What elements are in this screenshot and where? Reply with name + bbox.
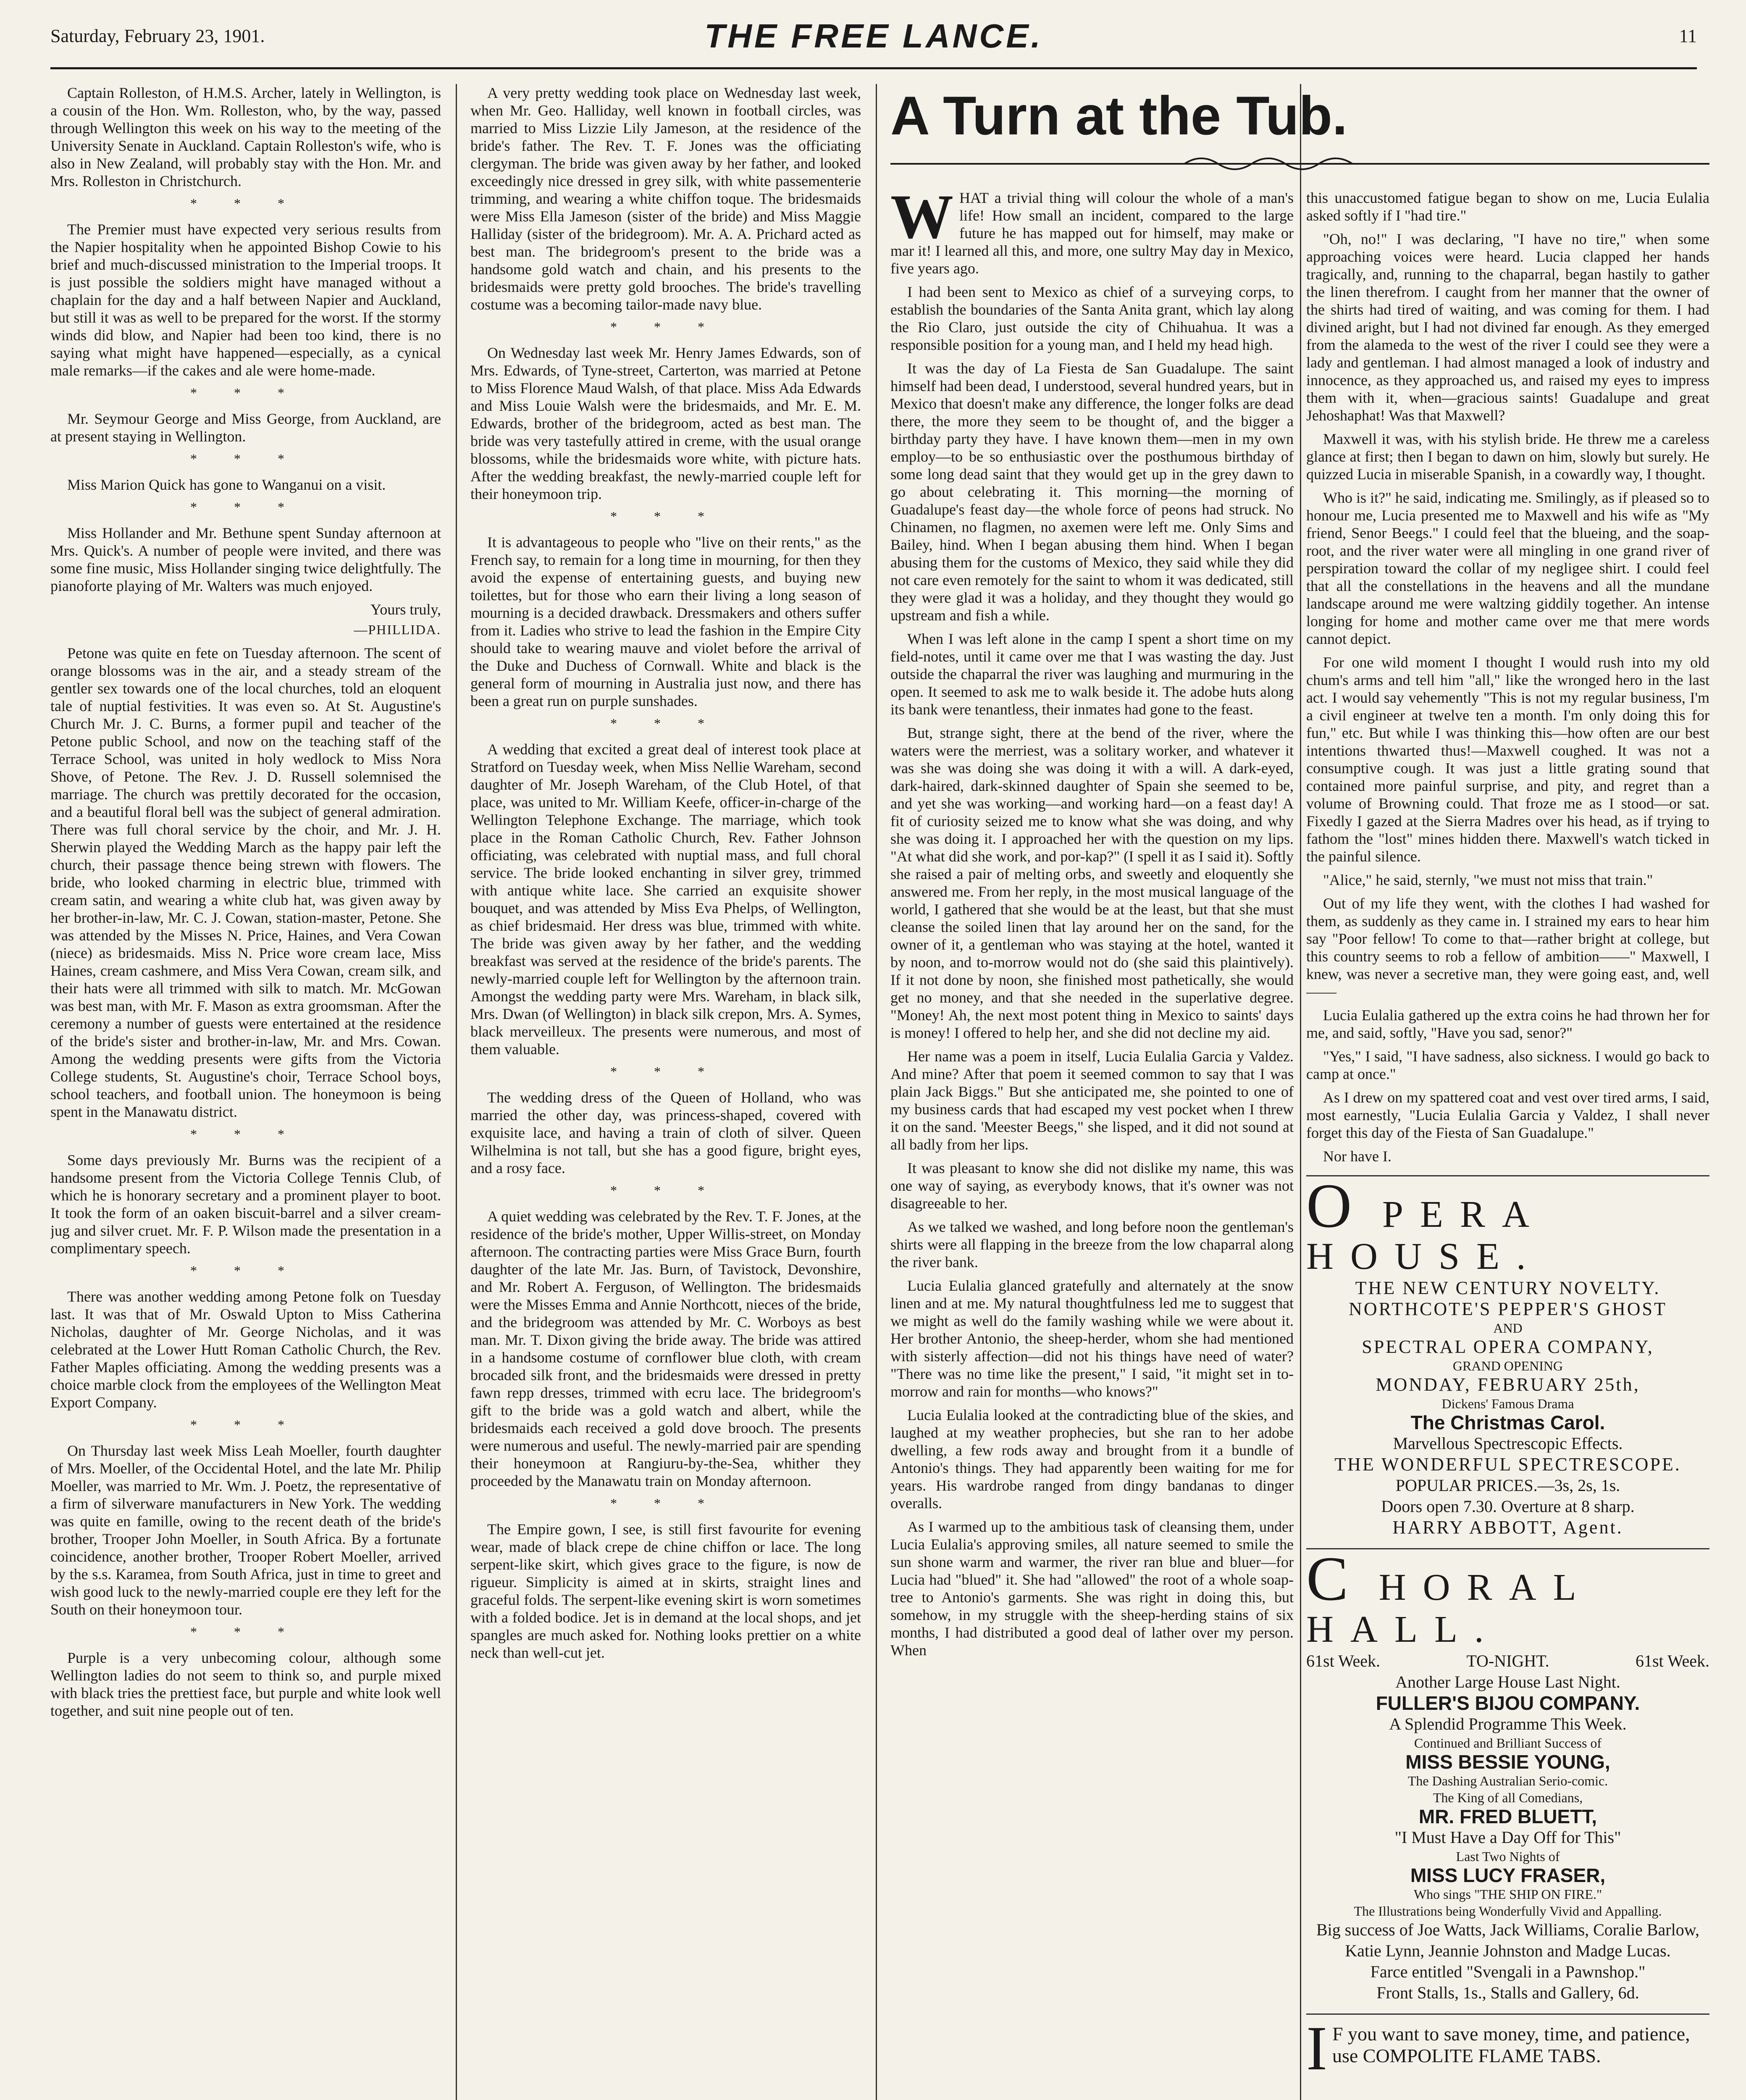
section-separator: * * * xyxy=(610,319,721,334)
ad-line: POPULAR PRICES.—3s, 2s, 1s. xyxy=(1395,1476,1620,1495)
section-separator: * * * xyxy=(610,1183,721,1198)
article-paragraph: The Premier must have expected very serious results from the Napier hospitality when he appointed Bishop Cowie to his brief and much-discussed ministration to the Imperial troops. It is just possible the soldiers might have managed without a chaplain for the day and a half between Napier and Auckland, but still it was as well to be prepared for the worst. If the stormy winds did blow, and Napier had been too kind, there is no saying what might have happened—especially, as a cynical male remarks—if the cakes and ale were home-made. xyxy=(50,221,441,379)
ad-line: Marvellous Spectrescopic Effects. xyxy=(1393,1434,1623,1453)
choral-hall-details xyxy=(1306,1672,1709,2003)
section-separator: * * * xyxy=(190,1417,301,1432)
article-paragraph: Her name was a poem in itself, Lucia Eulalia Garcia y Valdez. And mine? After that poem it seemed common to say that I was plain Jack Biggs." But she anticipated me, she pointed to one of my business cards that had escaped my vest pocket when I threw it on the sand. 'Meester Beegs," she lisped, and it did not sound at all badly from her lips. xyxy=(890,1048,1294,1153)
ad-line: Who sings "THE SHIP ON FIRE." xyxy=(1413,1887,1602,1902)
ad-line: FULLER'S BIJOU COMPANY. xyxy=(1376,1692,1640,1714)
section-separator: * * * xyxy=(610,509,721,524)
ad-line: The King of all Comedians, xyxy=(1433,1790,1583,1805)
week-label-right: 61st Week. xyxy=(1635,1651,1709,1670)
ad-divider xyxy=(1306,1548,1709,1549)
article-paragraph: "Yes," I said, "I have sadness, also sickness. I would go back to camp at once." xyxy=(1306,1048,1709,1082)
page-header xyxy=(50,17,1697,63)
article-paragraph: A wedding that excited a great deal of interest took place at Stratford on Tuesday week, when Miss Nellie Wareham, second daughter of Mr. Joseph Wareham, of the Club Hotel, of that place, was united to Mr. William Keefe, officer-in-charge of the Wellington Telephone Exchange. The marriage, which took place in the Roman Catholic Church, Rev. Father Johnson officiating, was celebrated with nuptial mass, and full choral service. The bride looked enchanting in silver grey, trimmed with antique white lace. She carried an exquisite shower bouquet, and was attended by Miss Eva Phelps, of Wellington, as chief bridesmaid. Her dress was blue, trimmed with white. The bride was given away by her father, and the wedding breakfast was served at the residence of the bride's parents. The newly-married couple left for Wellington by the afternoon train. Amongst the wedding party were Mrs. Wareham, in black silk, Mrs. Dwan (of Wellington) in black silk crepon, Mrs. A. Symes, black merveilleux. The presents were numerous, and most of them valuable. xyxy=(470,741,861,1058)
header-rule xyxy=(50,67,1697,69)
column-divider xyxy=(456,84,457,2100)
column-divider xyxy=(1300,84,1301,2100)
article-paragraph: this unaccustomed fatigue began to show on me, Lucia Eulalia asked softly if I "had tire." xyxy=(1306,189,1709,224)
story-title: A Turn at the Tub. xyxy=(890,85,1347,146)
article-paragraph: Nor have I. xyxy=(1323,1148,1392,1165)
article-paragraph: Who is it?" he said, indicating me. Smilingly, as if pleased so to honour me, Lucia presented me to Maxwell and his wife as "My friend, Senor Beegs." I could feel that the blueing, and the soap-root, and the river water were all mingling in one grand river of perspiration toward the collar of my negligee shirt. I could feel that all the constellations in the heavens and all the mundane landscape around me were waltzing giddily together. An intense longing for home and mother came over me that mere words cannot depict. xyxy=(1306,489,1709,647)
ad-line: MR. FRED BLUETT, xyxy=(1418,1806,1597,1827)
story-column-2 xyxy=(1306,189,1709,2100)
opera-house-details xyxy=(1306,1278,1709,1538)
ad-line: Dickens' Famous Drama xyxy=(1441,1396,1574,1411)
section-separator: * * * xyxy=(190,385,301,400)
article-paragraph: On Wednesday last week Mr. Henry James Edwards, son of Mrs. Edwards, of Tyne-street, Carterton, was married at Petone to Miss Florence Maud Walsh, of that place. Miss Ada Edwards and Miss Louie Walsh were the bridesmaids, and Mr. E. M. Edwards, brother of the bridegroom, acted as best man. The bride was very tastefully attired in creme, with the usual orange blossoms, while the bridesmaids wore white, with picture hats. After the wedding breakfast, the newly-married couple left for their honeymoon trip. xyxy=(470,344,861,502)
article-paragraph: On Thursday last week Miss Leah Moeller, fourth daughter of Mrs. Moeller, of the Occidental Hotel, and the late Mr. Philip Moeller, was married to Mr. Wm. J. Poetz, the representative of a firm of silverware manufacturers in New York. The wedding was quite en famille, owing to the recent death of the bride's brother, Trooper John Moeller, in South Africa. By a fortunate coincidence, another brother, Trooper Robert Moeller, arrived by the s.s. Karamea, from South Africa, just in time to greet and wish good luck to the newly-married couple ere they left for the South on their honeymoon tour. xyxy=(50,1442,441,1618)
article-paragraph: It is advantageous to people who "live on their rents," as the French say, to remain for a long time in mourning, for then they avoid the expense of entertaining guests, and buying new toilettes, but for those who earn their living a long season of mourning is a decided drawback. Dressmakers and others suffer from it. Ladies who strive to lead the fashion in the Empire City should take to wearing mauve and violet before the arrival of the Duke and Duchess of Cornwall. White and black is the general form of mourning in Australia just now, and there has been a great run on purple sunshades. xyxy=(470,534,861,709)
article-paragraph: Miss Hollander and Mr. Bethune spent Sunday afternoon at Mrs. Quick's. A number of people were invited, and there was some fine music, Miss Hollander singing twice delightfully. The pianoforte playing of Mr. Walters was much enjoyed. xyxy=(50,525,441,594)
article-paragraph: A very pretty wedding took place on Wednesday last week, when Mr. Geo. Halliday, well known in football circles, was married to Miss Lizzie Lily Jameson, at the residence of the bride's father. The Rev. T. F. Jones was the officiating clergyman. The bride was given away by her father, and looked exceedingly nice dressed in grey silk, with white passementerie trimming, and wearing a white chiffon toque. The bridesmaids were Miss Ella Jameson (sister of the bride) and Miss Maggie Halliday (sister of the bridegroom). Mr. A. A. Prichard acted as best man. The bridegroom's present to the bride was a handsome gold watch and chain, and his presents to the bridesmaids were pretty gold brooches. The bride's travelling costume was a becoming tailor-made navy blue. xyxy=(470,84,861,313)
article-paragraph: When I was left alone in the camp I spent a short time on my field-notes, until it came over me that I was wasting the day. Just outside the chaparral the river was laughing and murmuring in the open. It seemed to ask me to walk beside it. The adobe huts along its bank were tenantless, their inmates had gone to the feast. xyxy=(890,630,1294,718)
ad-initial: C xyxy=(1306,1544,1353,1614)
article-paragraph: There was another wedding among Petone folk on Tuesday last. It was that of Mr. Oswald Upton to Miss Catherina Nicholas, daughter of Mr. George Nicholas, and it was celebrated at the Lower Hutt Roman Catholic Church, the Rev. Father Maples officiating. Among the wedding presents was a choice marble clock from the employees of the Wellington Meat Export Company. xyxy=(50,1288,441,1411)
ad-line: Farce entitled "Svengali in a Pawnshop." xyxy=(1370,1962,1646,1981)
column-divider xyxy=(876,84,877,2100)
ornamental-rule xyxy=(890,151,1709,176)
week-label-left: 61st Week. xyxy=(1306,1651,1381,1670)
story-column-1 xyxy=(890,189,1294,2100)
signature: —PHILLIDA. xyxy=(354,622,441,637)
ad-line: NORTHCOTE'S PEPPER'S GHOST xyxy=(1349,1299,1667,1319)
article-paragraph: Miss Marion Quick has gone to Wanganui on a visit. xyxy=(67,476,386,493)
ad-divider xyxy=(1306,1175,1709,1176)
drop-cap: W xyxy=(890,189,953,252)
ad-line: GRAND OPENING xyxy=(1452,1358,1563,1373)
article-paragraph: A quiet wedding was celebrated by the Rev. T. F. Jones, at the residence of the bride's mother, Upper Willis-street, on Monday afternoon. The contracting parties were Miss Grace Burn, fourth daughter of the late Mr. Jas. Burn, of Tavistock, Devonshire, and Mr. Robert A. Ferguson, of Wellington. The bridesmaids were the Misses Emma and Annie Northcott, nieces of the bride, and the bridegroom was attended by Mr. C. Worboys as best man. Mr. T. Dixon giving the bride away. The bride was attired in a handsome costume of cornflower blue cloth, with cream brocaded silk front, and the bridesmaids were dressed in pretty fawn repp dresses, trimmed with ecru lace. The bridegroom's gift to the bride was a gold watch and albert, while the bridesmaids each received a gold dove brooch. The presents were numerous and useful. The newly-married pair are spending their honeymoon at Rangiuru-by-the-Sea, whither they proceeded by the Manawatu train on Monday afternoon. xyxy=(470,1208,861,1489)
ad-line: The Dashing Australian Serio-comic. xyxy=(1407,1773,1608,1788)
signature: Yours truly, xyxy=(370,601,441,618)
ad-heading-text: PERA HOUSE. xyxy=(1306,1194,1544,1277)
article-paragraph: As I drew on my spattered coat and vest over tired arms, I said, most earnestly, "Lucia Eulalia Garcia y Valdez, I shall never forget this day of the Fiesta of San Guadalupe." xyxy=(1306,1089,1709,1141)
article-paragraph: Petone was quite en fete on Tuesday afternoon. The scent of orange blossoms was in the air, and a steady stream of the gentler sex towards one of the local churches, told an eloquent tale of nuptial festivities. It was even so. At St. Augustine's Church Mr. J. C. Burns, a former pupil and teacher of the Petone public School, and now on the teaching staff of the Terrace School, was united in holy wedlock to Miss Nora Shove, of Petone. The Rev. J. D. Russell solemnised the marriage. The church was prettily decorated for the occasion, and a beautiful floral bell was the subject of general admiration. There was full choral service by the choir, and Mr. J. H. Sherwin played the Wedding March as the happy pair left the church, their passage thence being strewn with flowers. The bride, who looked charming in electric blue, trimmed with cream satin, and wearing a white club hat, was given away by her brother-in-law, Mr. C. J. Cowan, station-master, Petone. She was attended by the Misses N. Price, Haines, and Vera Cowan (niece) as bridesmaids. Miss N. Price wore cream lace, Miss Haines, cream cashmere, and Miss Vera Cowan, cream silk, and their hats were all trimmed with silk to match. Mr. McGowan was best man, with Mr. F. Mason as extra groomsman. After the ceremony a number of guests were entertained at the residence of the bride's sister and brother-in-law, Mr. and Mrs. Cowan. Among the wedding presents were gifts from the Victoria College students, St. Augustine's choir, Terrace School boys, school teachers, and football union. The honeymoon is being spent in the Manawatu district. xyxy=(50,645,441,1120)
ad-line: A Splendid Programme This Week. xyxy=(1389,1714,1627,1733)
ad-line: Continued and Brilliant Success of xyxy=(1414,1735,1602,1751)
article-paragraph: The Empire gown, I see, is still first favourite for evening wear, made of black crepe de chine chiffon or lace. The long serpent-like skirt, which gives grace to the figure, is now de rigueur. Simplicity is aimed at in skirts, straight lines and graceful folds. The serpent-like evening skirt is worn sometimes with a folded bodice. Jet is in demand at the local shops, and jet spangles are much asked for. Nothing looks prettier on a white neck than well-cut jet. xyxy=(470,1521,861,1661)
ad-line: Doors open 7.30. Overture at 8 sharp. xyxy=(1381,1497,1635,1516)
article-paragraph: I had been sent to Mexico as chief of a surveying corps, to establish the boundaries of the Santa Anita grant, which lay along the Rio Claro, just outside the city of Chihuahua. It was a responsible position for a young man, and I held my head high. xyxy=(890,284,1294,353)
page-number: 11 xyxy=(1679,26,1697,46)
ad-line: MISS LUCY FRASER, xyxy=(1410,1864,1606,1886)
story-opening-text: HAT a trivial thing will colour the whole of a man's life! How small an incident, compared to the large future he has mapped out for himself, may make or mar it! I learned all this, and more, one sultry May day in Mexico, five years ago. xyxy=(890,189,1294,277)
article-paragraph: Captain Rolleston, of H.M.S. Archer, lately in Wellington, is a cousin of the Hon. Wm. Rolleston, who, by the way, passed through Wellington this week on his way to the meeting of the University Senate in Auckland. Captain Rolleston's wife, who is also in New Zealand, will probably stay with the Hon. Mr. and Mrs. Rolleston in Christchurch. xyxy=(50,84,441,189)
ad-initial: I xyxy=(1306,2013,1327,2083)
ad-line: HARRY ABBOTT, Agent. xyxy=(1392,1517,1623,1538)
article-paragraph: "Oh, no!" I was declaring, "I have no tire," when some approaching voices were heard. Lucia clapped her hands tragically, and, running to the chaparral, began hastily to gather the linen therefrom. I caught from her manner that the owner of the shirts had tired of waiting, and was coming for them. I had divined aright, but I had not divined far enough. As they emerged from the alameda to the west of the river I could see they were a lady and gentleman. I had almost managed a look of industry and innocence, as they approached us, and raised my eyes to impress them with it, when—gracious saints! Guadalupe and great Jehoshaphat! Was that Maxwell? xyxy=(1306,231,1709,424)
ad-line: The Christmas Carol. xyxy=(1410,1412,1605,1433)
society-column-2 xyxy=(470,84,861,2100)
story-continuation xyxy=(1306,189,1709,1165)
section-separator: * * * xyxy=(610,1064,721,1079)
ad-line: MISS BESSIE YOUNG, xyxy=(1405,1751,1610,1773)
article-paragraph: As we talked we washed, and long before noon the gentleman's shirts were all flapping in the breeze from the low chaparral along the river bank. xyxy=(890,1218,1294,1270)
ad-initial: O xyxy=(1306,1171,1356,1241)
article-paragraph: Lucia Eulalia glanced gratefully and alternately at the snow linen and at me. My natural thoughtfulness led me to suggest that we might as well do the family washing while we were about it. Her brother Antonio, the sheep-herder, whom she had mentioned with sisterly affection—did not his things have need of water? "There was no time like the present," I said, "it might set in to-morrow and rain for months—who knows?" xyxy=(890,1277,1294,1400)
article-paragraph: Purple is a very unbecoming colour, although some Wellington ladies do not seem to think so, and purple mixed with black tries the prettiest face, but purple and white look well together, and suit nine people out of ten. xyxy=(50,1649,441,1719)
article-paragraph: Mr. Seymour George and Miss George, from Auckland, are at present staying in Wellington. xyxy=(50,410,441,445)
choral-hall-heading xyxy=(1306,1544,1709,1651)
opera-house-ad xyxy=(1306,1171,1709,1538)
article-paragraph: The wedding dress of the Queen of Holland, who was married the other day, was princess-shaped, covered with exquisite lace, and having a train of cloth of silver. Queen Wilhelmina is not tall, but she has a good figure, bright eyes, and a rosy face. xyxy=(470,1089,861,1176)
article-paragraph: Some days previously Mr. Burns was the recipient of a handsome present from the Victoria College Tennis Club, of which he is honorary secretary and a prominent player to boot. It took the form of an oaken biscuit-barrel and a silver cream-jug and silver cruet. Mr. F. P. Wilson made the presentation in a complimentary speech. xyxy=(50,1152,441,1257)
article-paragraph: Lucia Eulalia gathered up the extra coins he had thrown her for me, and said, softly, "Have you sad, senor?" xyxy=(1306,1007,1709,1041)
section-separator: * * * xyxy=(610,1496,721,1511)
ad-line: Another Large House Last Night. xyxy=(1395,1672,1620,1691)
society-column-1 xyxy=(50,84,441,2100)
ad-line: Big success of Joe Watts, Jack Williams, Coralie Barlow, Katie Lynn, Jeannie Johnston and Madge Lucas. xyxy=(1316,1920,1700,1960)
section-separator: * * * xyxy=(190,1263,301,1278)
section-separator: * * * xyxy=(610,716,721,731)
section-separator: * * * xyxy=(190,1126,301,1142)
article-paragraph: It was the day of La Fiesta de San Guadalupe. The saint himself had been dead, I understood, several hundred years, but in Mexico that doesn't make any difference, the longer folks are dead there, the more they seem to be thought of, and the bigger a birthday party they have. I have known them—men in my own employ—to be so enthusiastic over the posthumous birthday of some long dead saint that they would get up in the grey dawn to go about celebrating it. This morning—the morning of Guadalupe's feast day—the whole force of peons had struck. No Chinamen, no flagmen, no axemen were left me. Only Sims and Bailey, hind. When I began abusing them hind. When I began abusing them for the customs of Mexico, they said while they did not care even remotely for the saint to whom it was dedicated, still they were glad it was a holiday, and they thought they would go upstream and fish a while. xyxy=(890,360,1294,624)
ad-line: AND xyxy=(1493,1320,1523,1336)
article-paragraph: But, strange sight, there at the bend of the river, where the waters were the merriest, was a solitary worker, and whatever it was she was doing she was doing it with a will. A dark-eyed, dark-haired, dark-skinned daughter of Spain she seemed to be, and yet she was working—and working hard—on a feast day! A fit of curiosity seized me to know what she was doing, and why she was doing it. I approached her with the question on my lips. "At what did she work, and por-kap?" (I spell it as I said it). Softly she raised a pair of melting orbs, and sweetly and eloquently she answered me. From her reply, in the most musical language of the world, I gathered that she would be at the least, but that she must cleanse the soiled linen that lay around her on the sand, for the owner of it, a gentleman who was staying at the hotel, wanted it by noon, and to-morrow would not do (she said this plaintively). If it not done by noon, she finished most pathetically, she would get no money, and that she needed in the superlative degree. "Money! Ah, the next most potent thing in Mexico to saints' days is money! I offered to help her, and she did not decline my aid. xyxy=(890,724,1294,1041)
section-separator: * * * xyxy=(190,1624,301,1639)
section-separator: * * * xyxy=(190,451,301,466)
ad-line: MONDAY, FEBRUARY 25th, xyxy=(1376,1374,1640,1395)
issue-date: Saturday, February 23, 1901. xyxy=(50,26,265,46)
article-paragraph: Out of my life they went, with the clothes I had washed for them, as suddenly as they came in. I strained my ears to hear him say "Poor fellow! To come to that—rather bright at college, but this country seems to rob a fellow of ambition——" Maxwell, I knew, was never a secretive man, they were going east, and, well—— xyxy=(1306,895,1709,1000)
compolite-ad-text: F you want to save money, time, and patience, use COMPOLITE FLAME TABS. xyxy=(1332,2023,1690,2066)
article-paragraph: "Alice," he said, sternly, "we must not miss that train." xyxy=(1323,872,1653,888)
masthead-title: THE FREE LANCE. xyxy=(704,17,1043,55)
article-paragraph: Maxwell it was, with his stylish bride. He threw me a careless glance at first; then I began to dawn on him, slowly but surely. He quizzed Lucia in miserable Spanish, in a cowardly way, I thought. xyxy=(1306,430,1709,483)
choral-week-row xyxy=(1306,1651,1709,1672)
ad-line: THE NEW CENTURY NOVELTY. xyxy=(1355,1278,1661,1298)
article-paragraph: Lucia Eulalia looked at the contradicting blue of the skies, and laughed at my weather prophecies, but she ran to her adobe dwelling, a few rods away and brought from it a bundle of Antonio's things. They had apparently been waiting for me for years. His wardrobe ranged from dingy bandanas to dinger overalls. xyxy=(890,1407,1294,1512)
ad-line: "I Must Have a Day Off for This" xyxy=(1394,1828,1621,1847)
ad-heading-text: HORAL HALL. xyxy=(1306,1567,1592,1650)
story-opening-paragraph xyxy=(890,189,1294,277)
ad-line: THE WONDERFUL SPECTRESCOPE. xyxy=(1334,1454,1681,1475)
ad-line: SPECTRAL OPERA COMPANY, xyxy=(1362,1336,1654,1357)
article-paragraph: As I warmed up to the ambitious task of cleansing them, under Lucia Eulalia's approving smiles, all nature seemed to smile the sun shone warm and warmer, the river ran blue and bluer—for Lucia had "blued" it. She had "allowed" the root of a whole soap-tree to Antonio's garments. She was right in doing this, but somehow, in my struggle with the sheep-herding stains of six months, I had distributed a good deal of lather over my person. When xyxy=(890,1518,1294,1659)
choral-hall-ad xyxy=(1306,1544,1709,2003)
ad-divider xyxy=(1306,2013,1709,2015)
ad-line: Last Two Nights of xyxy=(1456,1849,1560,1864)
opera-house-heading xyxy=(1306,1171,1709,1278)
ad-line: The Illustrations being Wonderfully Vivid and Appalling. xyxy=(1354,1903,1662,1919)
section-separator: * * * xyxy=(190,499,301,514)
section-separator: * * * xyxy=(190,196,301,211)
tonight-label: TO-NIGHT. xyxy=(1466,1651,1549,1670)
compolite-ad xyxy=(1306,2013,1709,2083)
ad-line: Front Stalls, 1s., Stalls and Gallery, 6d. xyxy=(1376,1983,1639,2002)
article-paragraph: For one wild moment I thought I would rush into my old chum's arms and tell him "all," like the wronged hero in the last act. I would say vehemently "This is not my regular business, I'm a civil engineer at twelve ten a month. I'm only doing this for fun," etc. But while I was thinking this—how often are our best intentions thwarted thus!—Maxwell coughed. It was not a consumptive cough. It was just a little grating sound that contained more painful surprise, and pity, and regret than a volume of Browning could. That froze me as I stood—or sat. Fixedly I gazed at the Sierra Madres over his head, as if trying to fathom the "lost" mines hidden there. Maxwell's watch ticked in the painful silence. xyxy=(1306,654,1709,865)
article-paragraph: It was pleasant to know she did not dislike my name, this was one way of saying, as everybody knows, that it's owner was not disagreeable to her. xyxy=(890,1160,1294,1212)
